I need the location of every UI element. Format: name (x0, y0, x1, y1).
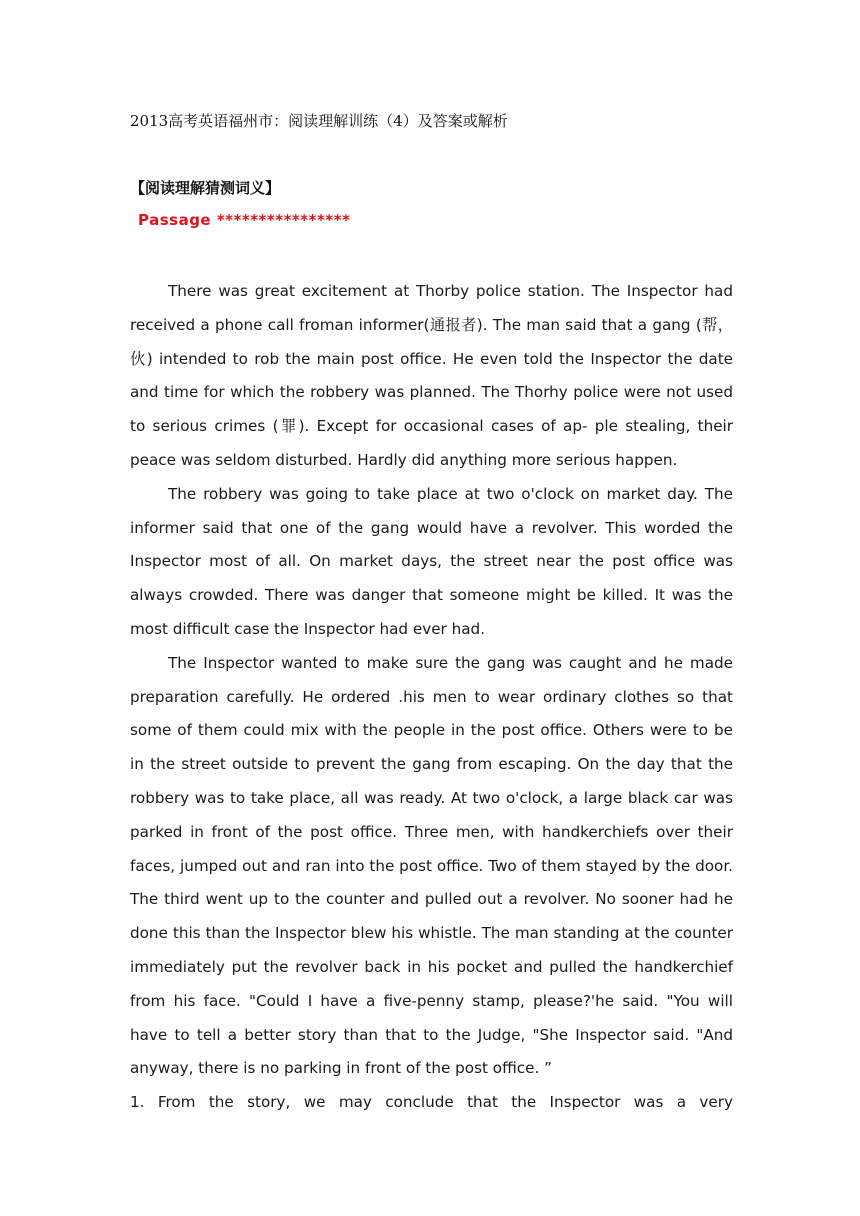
paragraph-2: The robbery was going to take place at two o'clock on market day. The informer said that one of the gang would have a revolver. This worded the Inspector most of all. On market days, the street near the post office was always crowded. There was danger that someone might be killed. It was the most difficult case the Inspector had ever had. (130, 484, 733, 638)
passage-body (130, 275, 733, 1120)
passage-heading: Passage **************** (138, 211, 351, 229)
paragraph-3: The Inspector wanted to make sure the gang was caught and he made preparation carefully. He ordered .his men to wear ordinary clothes so that some of them could mix with the people in the post office. Others were to be in the street outside to prevent the gang from escaping. On the day that the robbery was to take place, all was ready. At two o'clock, a large black car was parked in front of the post office. Three men, with handkerchiefs over their faces, jumped out and ran into the post office. Two of them stayed by the door. The third went up to the counter and pulled out a revolver. No sooner had he done this than the Inspector blew his whistle. The man standing at the counter immediately put the revolver back in his pocket and pulled the handkerchief from his face. "Could I have a five-penny stamp, please?'he said. "You will have to tell a better story than that to the Judge, "She Inspector said. "And anyway, there is no parking in front of the post office. ” (130, 653, 733, 1078)
section-heading: 【阅读理解猜测词义】 (130, 179, 281, 197)
paragraph-1: There was great excitement at Thorby police station. The Inspector had received a phone call froman informer(通报者). The man said that a gang (帮，伙) intended to rob the main post office. He even told the Inspector the date and time for which the robbery was planned. The Thorhy police were not used to serious crimes (罪). Except for occasional cases of ap- ple stealing, their peace was seldom disturbed. Hardly did anything more serious happen. (130, 282, 733, 469)
document-title: 2013高考英语福州市：阅读理解训练（4）及答案或解析 (130, 112, 508, 130)
question-1: 1. From the story, we may conclude that the Inspector was a very (130, 1093, 733, 1112)
